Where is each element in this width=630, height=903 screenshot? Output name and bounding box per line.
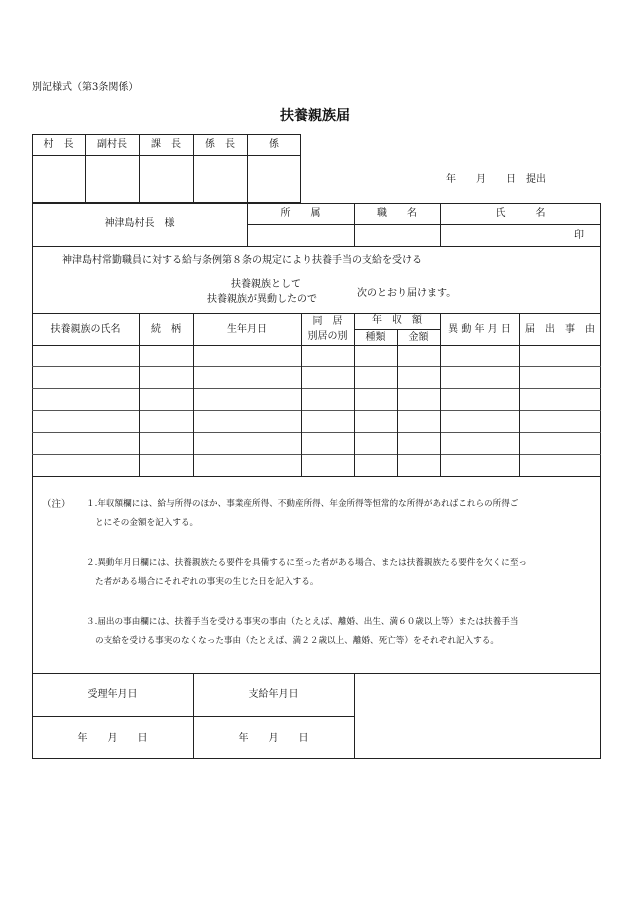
col-header-income: 年 収 額 (372, 315, 422, 326)
stamp-label-subsection-chief: 係 長 (205, 139, 235, 150)
title-label: 職 名 (377, 208, 417, 219)
title-field[interactable] (356, 226, 438, 244)
addressee: 神津島村長 様 (104, 218, 175, 229)
stamp-label-deputy-mayor: 副村長 (97, 139, 127, 150)
table-row[interactable] (33, 433, 600, 454)
stamp-label-mayor: 村 長 (43, 139, 74, 150)
col-header-cohabit: 同 居 (312, 316, 343, 327)
option-dependent[interactable]: 扶養親族として (231, 279, 301, 290)
col-header-cohabit-sub: 別居の別 (307, 331, 348, 342)
note-3-line-1: ３.届出の事由欄には、扶養手当を受ける事実の事由（たとえば、離婚、出生、満６０歳以上等）または扶養手当 (86, 617, 519, 627)
option-dependent-changed[interactable]: 扶養親族が異動したので (207, 294, 317, 305)
stamp-label-staff: 係 (269, 139, 279, 150)
stamp-label-section-chief: 課 長 (151, 139, 181, 150)
form-label: 別記様式（第3条関係） (32, 82, 139, 93)
name-label: 氏 名 (495, 208, 546, 219)
page-title: 扶養親族届 (280, 108, 350, 124)
note-2-line-2: た者がある場合にそれぞれの事実の生じた日を記入する。 (95, 577, 319, 587)
submission-date-field[interactable]: 年 月 日 提出 (446, 174, 546, 185)
statement-suffix: 次のとおり届けます。 (357, 288, 457, 299)
note-1-line-1: １.年収額欄には、給与所得のほか、事業産所得、不動産所得、年金所得等恒常的な所得があればこれらの所得ご (86, 499, 519, 509)
note-1-line-2: とにその金額を記入する。 (95, 518, 199, 528)
name-field[interactable] (442, 226, 568, 244)
form-frame (32, 203, 601, 759)
col-header-reason: 届 出 事 由 (525, 324, 595, 335)
statement-line: 神津島村常勤職員に対する給与条例第８条の規定により扶養手当の支給を受ける (62, 255, 422, 266)
col-header-relation: 続 柄 (151, 324, 181, 335)
notes-label: （注） (42, 499, 71, 510)
paid-date-field[interactable]: 年 月 日 (238, 733, 309, 744)
dept-label: 所 属 (280, 208, 321, 219)
col-header-income-amount: 金額 (408, 332, 429, 343)
table-row[interactable] (33, 367, 600, 388)
table-row[interactable] (33, 346, 600, 366)
col-header-birthdate: 生年月日 (227, 324, 267, 335)
note-2-line-1: ２.異動年月日欄には、扶養親族たる要件を具備するに至った者がある場合、または扶養親族たる要件を欠くに至っ (86, 558, 528, 568)
table-row[interactable] (33, 389, 600, 410)
received-date-label: 受理年月日 (87, 689, 138, 700)
seal-mark: 印 (574, 230, 584, 241)
col-header-name: 扶養親族の氏名 (50, 324, 121, 335)
col-header-change-date: 異 動 年 月 日 (448, 324, 511, 335)
received-date-field[interactable]: 年 月 日 (77, 733, 148, 744)
table-row[interactable] (33, 455, 600, 476)
table-row[interactable] (33, 411, 600, 432)
dept-field[interactable] (249, 226, 352, 244)
col-header-income-type: 種類 (365, 332, 386, 343)
paid-date-label: 支給年月日 (248, 689, 299, 700)
note-3-line-2: の支給を受ける事実のなくなった事由（たとえば、満２２歳以上、離婚、死亡等）をそれぞれ記入する。 (95, 636, 499, 646)
